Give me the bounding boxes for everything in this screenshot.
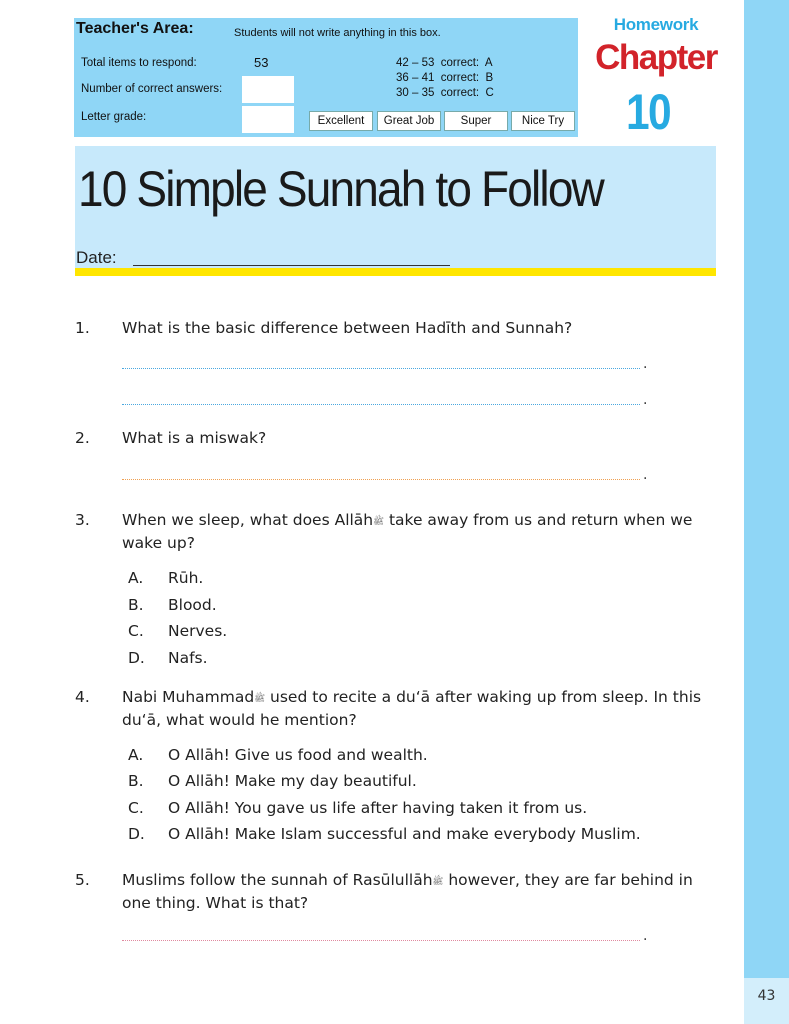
line-end-dot: .: [643, 392, 648, 408]
option-text[interactable]: O Allāh! You gave us life after having taken it from us.: [168, 799, 588, 817]
honorific-icon: ﷺ: [373, 517, 385, 527]
side-strip: [744, 0, 789, 1024]
total-items-value: 53: [254, 55, 269, 70]
question-3-number: 3.: [75, 511, 90, 529]
grade-scale-c: 30 – 35 correct: C: [396, 87, 494, 99]
question-2-number: 2.: [75, 429, 90, 447]
title-underline-bar: [75, 268, 716, 276]
option-letter: C.: [128, 622, 144, 640]
option-text[interactable]: Nerves.: [168, 622, 228, 640]
question-1-text: What is the basic difference between Hadīth and Sunnah?: [122, 319, 573, 337]
line-end-dot: .: [643, 356, 648, 372]
page-title: 10 Simple Sunnah to Follow: [78, 161, 603, 217]
answer-line[interactable]: [122, 940, 640, 941]
excellent-button[interactable]: Excellent: [309, 111, 373, 131]
honorific-icon: ﷺ: [432, 877, 444, 887]
line-end-dot: .: [643, 928, 648, 944]
correct-answers-label: Number of correct answers:: [81, 83, 223, 95]
option-text[interactable]: Rūh.: [168, 569, 204, 587]
option-text[interactable]: Blood.: [168, 596, 217, 614]
option-letter: B.: [128, 596, 144, 614]
question-4-number: 4.: [75, 688, 90, 706]
question-5-text: Muslims follow the sunnah of Rasūlullāhﷺ however, they are far behind in one thing. What is that?: [122, 871, 693, 912]
letter-grade-field[interactable]: [242, 106, 294, 133]
grade-scale-a: 42 – 53 correct: A: [396, 57, 493, 69]
total-items-label: Total items to respond:: [81, 57, 197, 69]
option-letter: C.: [128, 799, 144, 817]
teacher-area-note: Students will not write anything in this box.: [234, 27, 441, 39]
question-5-number: 5.: [75, 871, 90, 889]
option-text[interactable]: O Allāh! Make my day beautiful.: [168, 772, 417, 790]
option-letter: B.: [128, 772, 144, 790]
question-1-number: 1.: [75, 319, 90, 337]
teacher-area-title: Teacher's Area:: [76, 20, 194, 37]
teacher-area-box: [74, 18, 578, 137]
super-button[interactable]: Super: [444, 111, 508, 131]
chapter-label: Chapter: [595, 38, 717, 77]
chapter-number: 10: [626, 84, 670, 140]
line-end-dot: .: [643, 467, 648, 483]
great-job-button[interactable]: Great Job: [377, 111, 441, 131]
date-label: Date:: [76, 248, 117, 267]
homework-label: Homework: [613, 15, 699, 34]
option-letter: D.: [128, 825, 145, 843]
correct-answers-field[interactable]: [242, 76, 294, 103]
answer-line[interactable]: [122, 479, 640, 480]
answer-line[interactable]: [122, 404, 640, 405]
answer-line[interactable]: [122, 368, 640, 369]
question-3-text: When we sleep, what does Allāhﷺ take away from us and return when we wake up?: [122, 511, 693, 552]
title-band: [75, 146, 716, 276]
nice-try-button[interactable]: Nice Try: [511, 111, 575, 131]
option-letter: D.: [128, 649, 145, 667]
question-4-text: Nabi Muhammadﷺ used to recite a du‘ā after waking up from sleep. In this du‘ā, what would he mention?: [122, 688, 702, 729]
option-letter: A.: [128, 569, 144, 587]
option-text[interactable]: O Allāh! Make Islam successful and make everybody Muslim.: [168, 825, 641, 843]
page-number: 43: [744, 978, 789, 1024]
option-text[interactable]: Nafs.: [168, 649, 208, 667]
date-field[interactable]: [133, 265, 450, 266]
question-2-text: What is a miswak?: [122, 429, 267, 447]
letter-grade-label: Letter grade:: [81, 111, 147, 123]
option-text[interactable]: O Allāh! Give us food and wealth.: [168, 746, 428, 764]
honorific-icon: ﷺ: [254, 694, 266, 704]
grade-scale-b: 36 – 41 correct: B: [396, 72, 494, 84]
option-letter: A.: [128, 746, 144, 764]
